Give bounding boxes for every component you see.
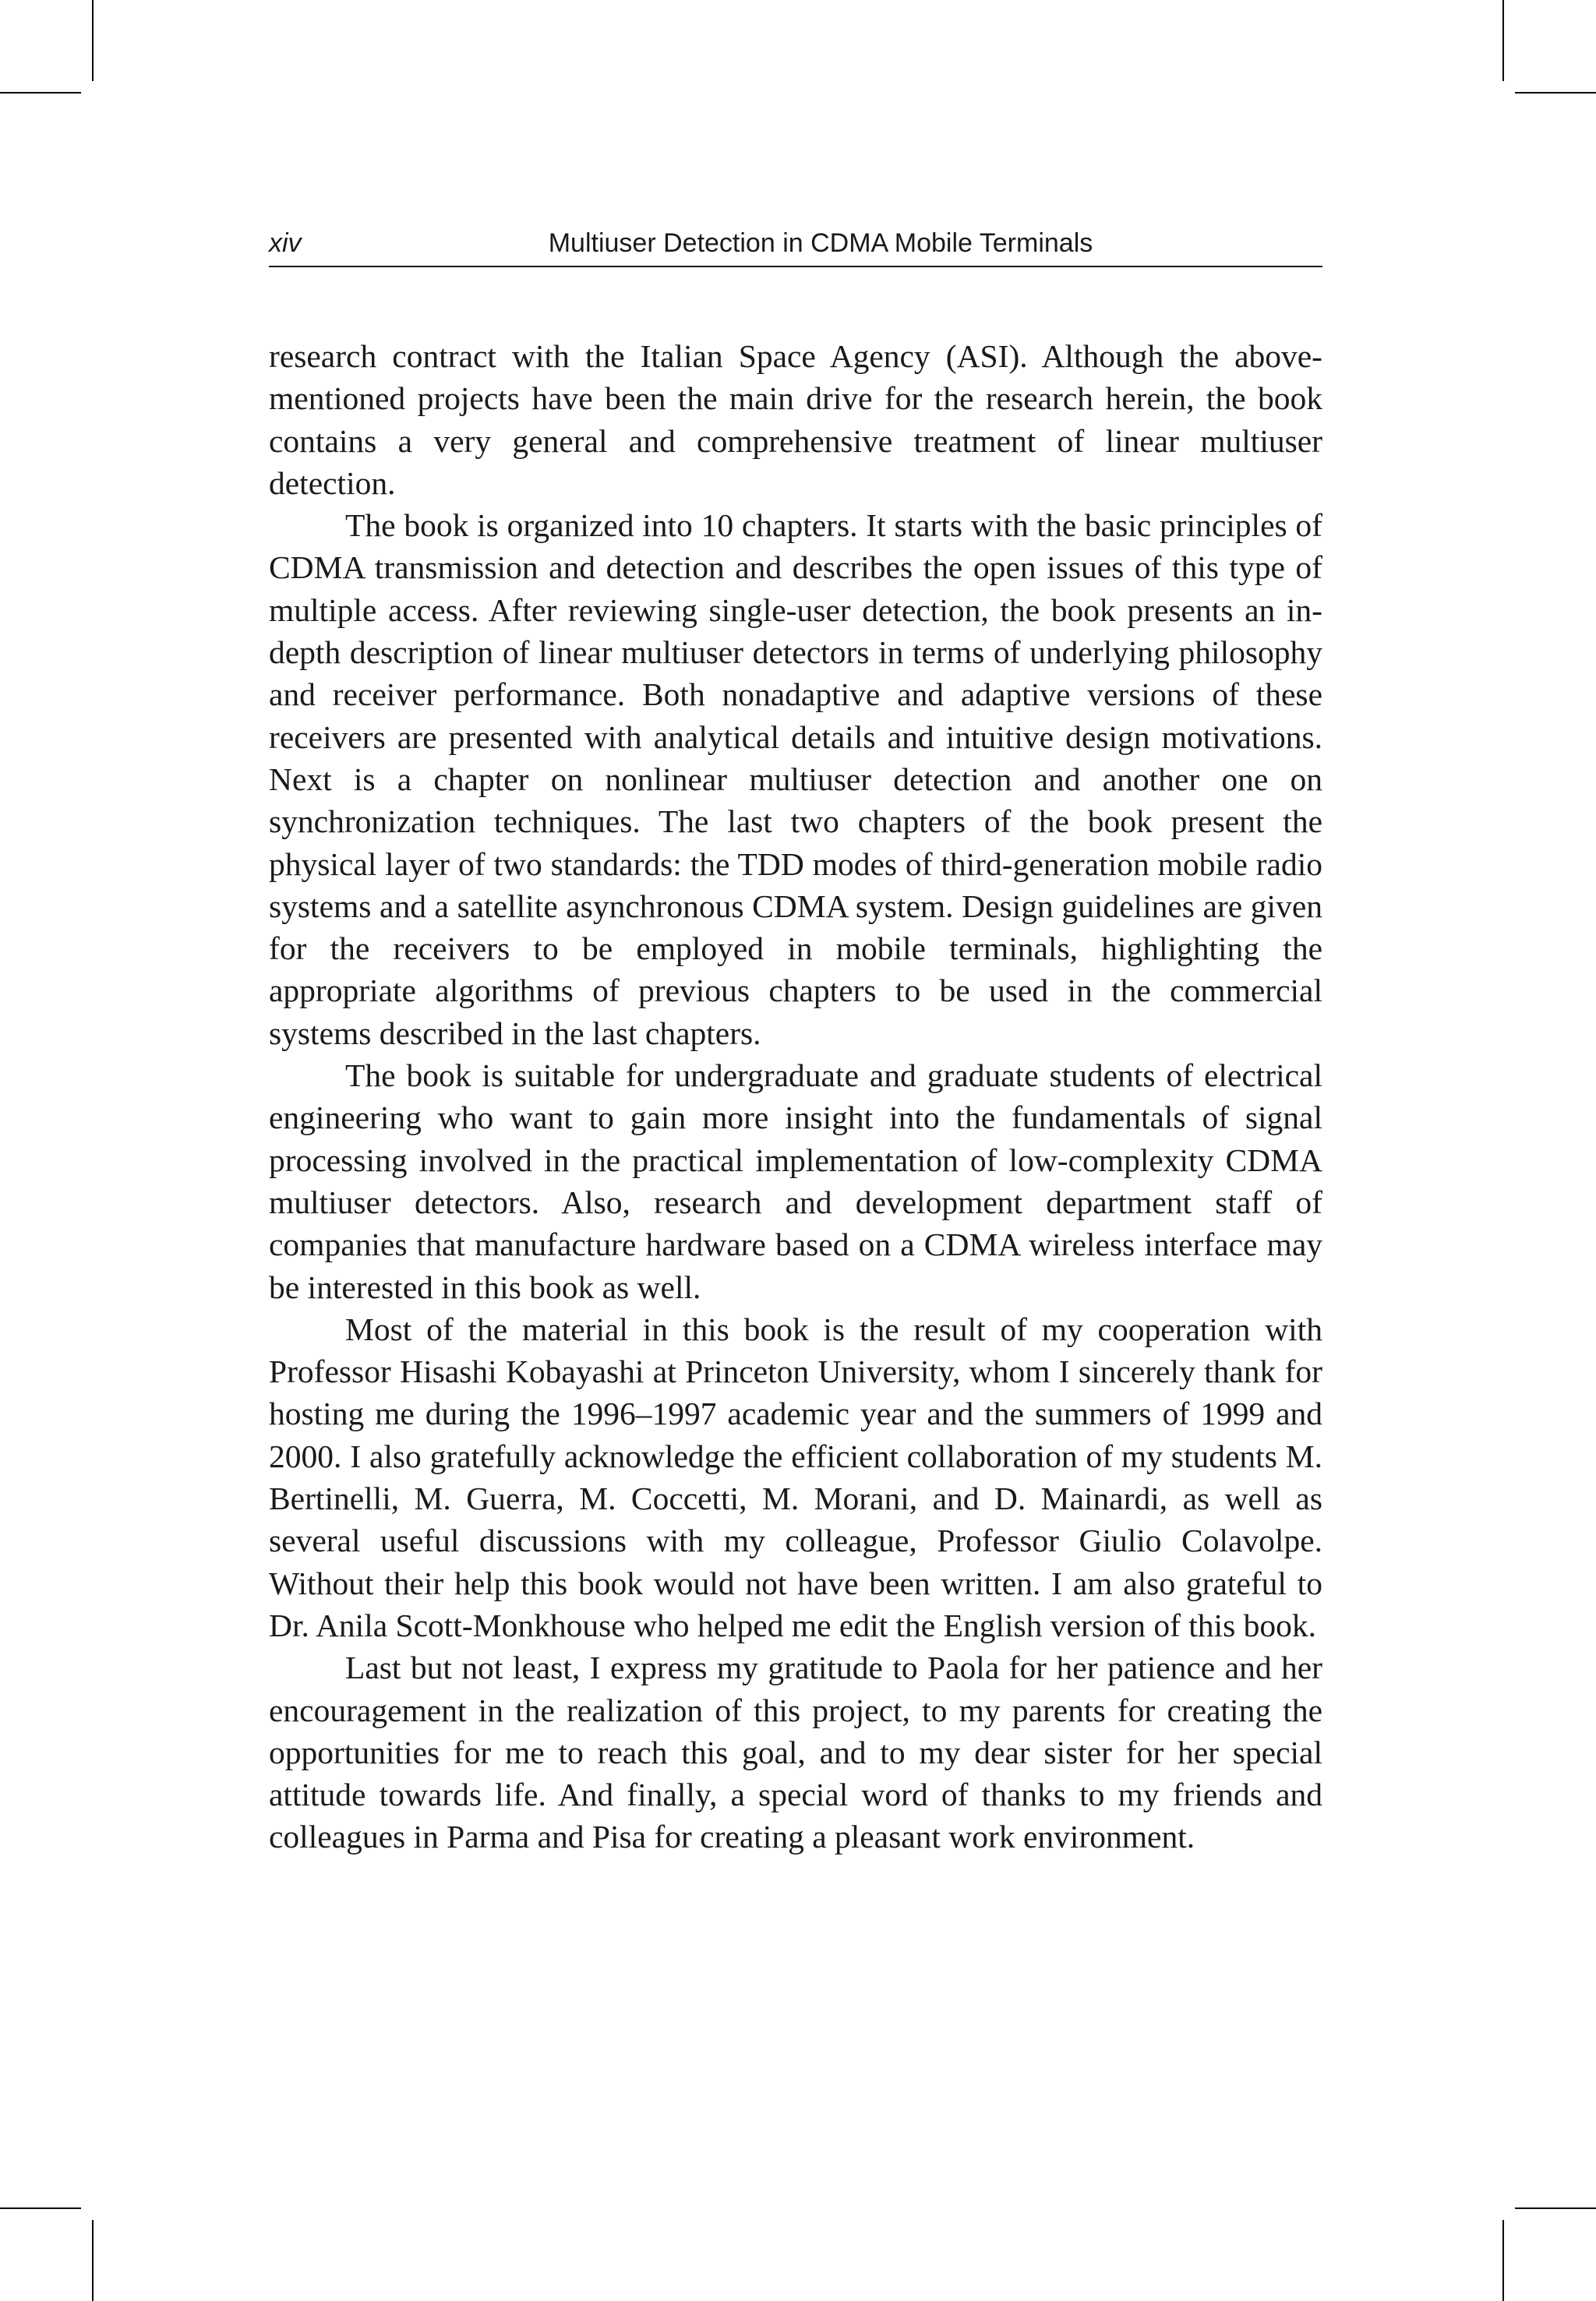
crop-mark-bottom-right-vertical <box>1502 2220 1504 2301</box>
body-text <box>269 335 1322 1858</box>
crop-mark-bottom-left-vertical <box>92 2220 94 2301</box>
page-number: xiv <box>269 228 302 258</box>
paragraph-continued: research contract with the Italian Space Agency (ASI). Although the above-mentioned projects have been the main drive for the research herein, the book contains a very general and comprehensive treatment of linear multiuser detection. <box>269 338 1322 501</box>
crop-mark-bottom-left-horizontal <box>0 2207 81 2209</box>
crop-mark-bottom-right-horizontal <box>1515 2207 1596 2209</box>
paragraph-gratitude: Last but not least, I express my gratitude to Paola for her patience and her encouragement in the realization of this project, to my parents for creating the opportunities for me to reach this goal, and to my dear sister for her special attitude towards life. And finally, a special word of thanks to my friends and colleagues in Parma and Pisa for creating a pleasant work environment. <box>269 1650 1322 1855</box>
crop-mark-top-right-horizontal <box>1515 92 1596 94</box>
paragraph-audience: The book is suitable for undergraduate and graduate students of electrical engineering who want to gain more insight into the fundamentals of signal processing involved in the practical implementation of low-complexity CDMA multiuser detectors. Also, research and development department staff of companies that manufacture hardware based on a CDMA wireless interface may be interested in this book as well. <box>269 1057 1322 1305</box>
crop-mark-top-left-horizontal <box>0 92 81 94</box>
running-title: Multiuser Detection in CDMA Mobile Terminals <box>548 228 1093 258</box>
crop-mark-top-right-vertical <box>1502 0 1504 81</box>
crop-mark-top-left-vertical <box>92 0 94 81</box>
running-head <box>269 221 1322 267</box>
paragraph-book-organization: The book is organized into 10 chapters. It starts with the basic principles of CDMA transmission and detection and describes the open issues of this type of multiple access. After reviewing single-user detection, the book presents an in-depth description of linear multiuser detectors in terms of underlying philosophy and receiver performance. Both nonadaptive and adaptive versions of these receivers are presented with analytical details and intuitive design motivations. Next is a chapter on nonlinear multiuser detection and another one on synchronization techniques. The last two chapters of the book present the physical layer of two standards: the TDD modes of third-generation mobile radio systems and a satellite asynchronous CDMA system. Design guidelines are given for the receivers to be employed in mobile terminals, highlighting the appropriate algorithms of previous chapters to be used in the commercial systems described in the last chapters. <box>269 507 1322 1051</box>
paragraph-acknowledgments: Most of the material in this book is the result of my cooperation with Professor Hisashi Kobayashi at Princeton University, whom I sincerely thank for hosting me during the 1996–1997 academic year and the summers of 1999 and 2000. I also gratefully acknowledge the efficient collaboration of my students M. Bertinelli, M. Guerra, M. Coccetti, M. Morani, and D. Mainardi, as well as several useful discussions with my colleague, Professor Giulio Colavolpe. Without their help this book would not have been written. I am also grateful to Dr. Anila Scott-Monkhouse who helped me edit the English version of this book. <box>269 1311 1322 1643</box>
